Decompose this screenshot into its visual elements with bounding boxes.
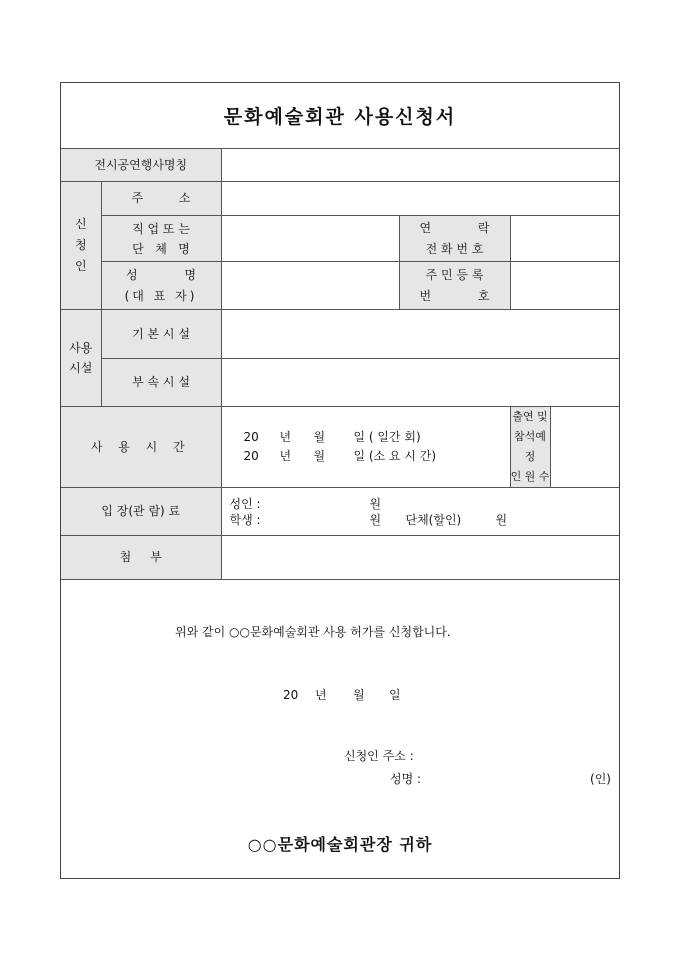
usage-time-year-2: 20: [243, 449, 259, 463]
rrn-field[interactable]: [510, 262, 619, 310]
name-label: [101, 262, 221, 310]
applicant-address-label: 신청인 주소 :: [344, 749, 414, 763]
contact-label-1: 연: [419, 220, 432, 235]
group-unit: 원: [495, 512, 508, 527]
date-line: [283, 686, 401, 703]
address-label: [101, 182, 221, 216]
admission-label: 입 장(관 람) 료: [61, 488, 221, 536]
attachment-field[interactable]: [221, 536, 619, 580]
adult-fee-line: [222, 496, 620, 512]
form-title: 문화예술회관 사용신청서: [61, 83, 619, 149]
sub-facility-field[interactable]: [221, 359, 619, 407]
usage-time-line-2: [222, 447, 510, 466]
occupation-label: [101, 216, 221, 262]
date-year-unit: 년: [315, 688, 327, 702]
student-fee-line: [222, 512, 620, 528]
usage-time-day-unit-1: 일 ( 일간 회): [353, 430, 421, 444]
application-form: [60, 82, 620, 879]
facility-label: [61, 310, 101, 407]
contact-label: [399, 216, 510, 262]
application-table: [61, 148, 619, 580]
name-field[interactable]: [221, 262, 399, 310]
usage-time-year-unit-1: 년: [279, 430, 292, 444]
applicant-label-1: 신: [74, 217, 87, 231]
usage-time-line-1: [222, 428, 510, 447]
event-name-field[interactable]: [221, 149, 619, 182]
usage-time-field[interactable]: [221, 407, 510, 488]
usage-time-month-unit-1: 월: [313, 430, 326, 444]
basic-facility-field[interactable]: [221, 310, 619, 359]
applicant-label: [61, 182, 101, 310]
usage-time-month-unit-2: 월: [313, 449, 326, 463]
usage-time-year-unit-2: 년: [279, 449, 292, 463]
event-name-label: 전시공연행사명칭: [61, 149, 221, 182]
student-unit: 원: [369, 512, 382, 527]
seal-label: (인): [590, 772, 611, 786]
rrn-label: [399, 262, 510, 310]
contact-field[interactable]: [510, 216, 619, 262]
attendees-label: [510, 407, 550, 488]
address-label-1: 주: [131, 191, 144, 205]
facility-label-1: 사용: [69, 341, 93, 355]
address-field[interactable]: [221, 182, 619, 216]
contact-label-2: 락: [477, 220, 490, 235]
attachment-label: 첨 부: [61, 536, 221, 580]
rrn-label-3: 호: [477, 288, 490, 303]
attendees-label-2: 참석예정: [514, 430, 546, 463]
name-label-3: (대 표 자): [124, 288, 198, 303]
name-label-2: 명: [184, 267, 196, 282]
applicant-label-3: 인: [74, 259, 87, 273]
usage-time-day-unit-2: 일 (소 요 시 간): [353, 449, 437, 463]
statement-text: 위와 같이 ○○문화예술회관 사용 허가를 신청합니다.: [175, 625, 451, 639]
sub-facility-label: 부 속 시 설: [101, 359, 221, 407]
basic-facility-label: 기 본 시 설: [101, 310, 221, 359]
student-label: 학생 :: [229, 512, 261, 527]
occupation-field[interactable]: [221, 216, 399, 262]
group-label: 단체(할인): [405, 512, 462, 527]
adult-label: 성인 :: [229, 496, 261, 511]
contact-label-3: 전 화 번 호: [425, 241, 484, 256]
usage-time-year-1: 20: [243, 430, 259, 444]
occupation-label-2: 단 체 명: [132, 241, 190, 256]
facility-label-2: 시설: [69, 361, 93, 375]
date-day-unit: 일: [389, 688, 401, 702]
name-label-1: 성: [126, 267, 138, 282]
applicant-name-label: 성명 :: [390, 772, 422, 786]
adult-unit: 원: [369, 496, 382, 511]
usage-time-label: 사 용 시 간: [61, 407, 221, 488]
attendees-label-3: 인 원 수: [510, 470, 550, 483]
declaration-section: [61, 580, 619, 878]
admission-field[interactable]: [221, 488, 619, 536]
attendees-label-1: 출연 및: [512, 410, 548, 423]
rrn-label-1: 주 민 등 록: [425, 267, 484, 282]
applicant-label-2: 청: [74, 238, 87, 252]
date-year: 20: [283, 688, 299, 702]
rrn-label-2: 번: [419, 288, 432, 303]
attendees-field[interactable]: [550, 407, 619, 488]
date-month-unit: 월: [353, 688, 365, 702]
addressee-text: ○○문화예술회관장 귀하: [247, 835, 433, 854]
address-label-2: 소: [178, 191, 191, 205]
occupation-label-1: 직 업 또 는: [132, 221, 190, 236]
